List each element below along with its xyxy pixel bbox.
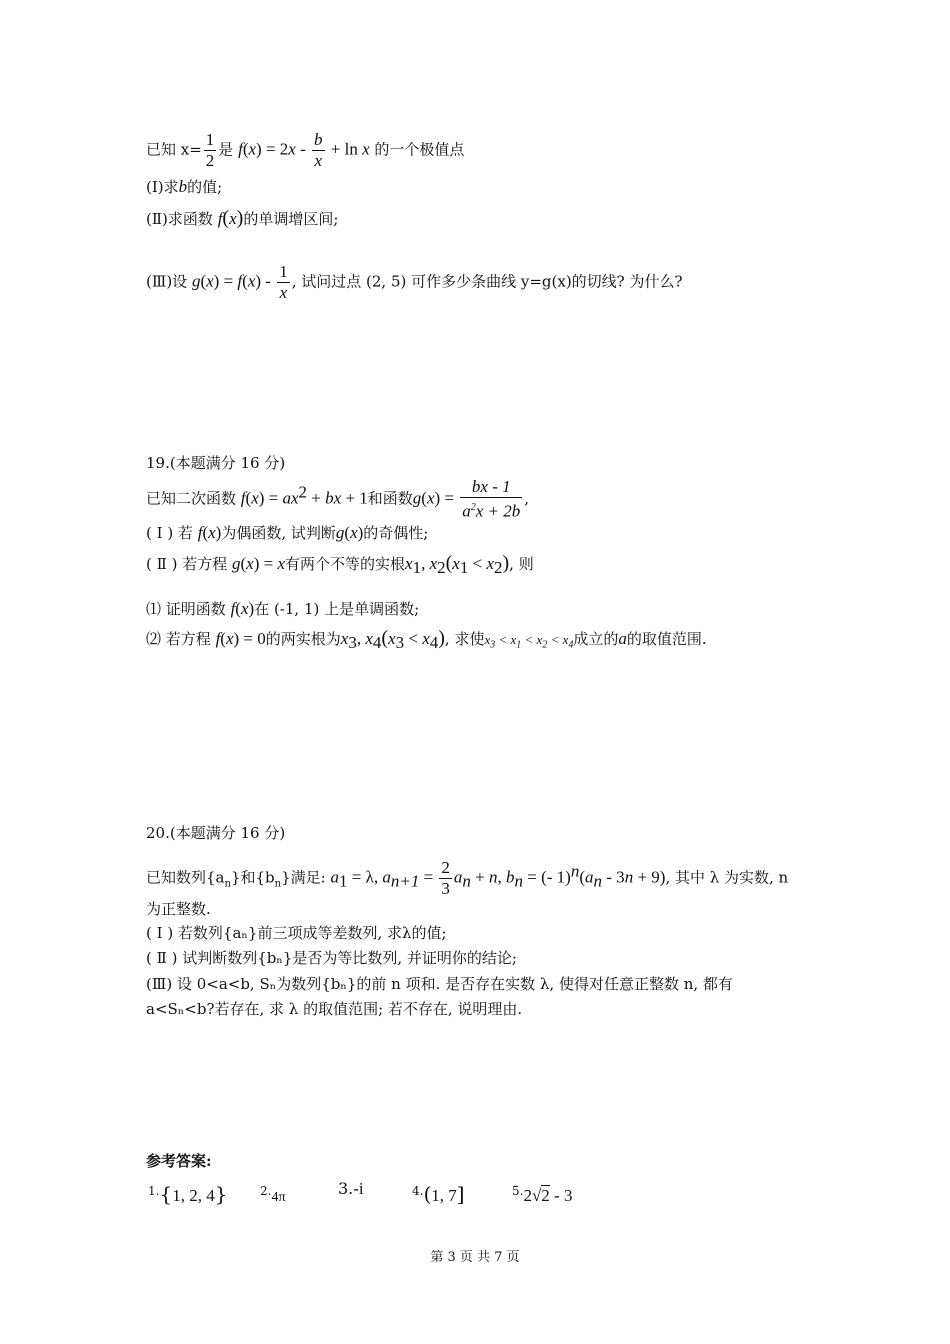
answer-4: $^{4.}$(1, 7]	[412, 1182, 465, 1206]
q20-intro: 已知数列$\{a_n\}$和$\{b_n\}$满足: $a_1 = \lambda$, $a_{n+1}$ = $\frac{2}{3}$ $a_n + n$, $b_n$ = (- $1)^n(a_n - 3n + 9)$, 其中 λ 为实数, n	[146, 858, 789, 898]
q20-part1: ( Ⅰ ) 若数列{aₙ}前三项成等差数列, 求λ的值;	[146, 924, 447, 942]
answer-5: $^{5.}$2√2 - 3	[512, 1184, 573, 1205]
answer-2: $^{2.}$4π	[260, 1184, 286, 1205]
fraction-one-half: $\frac{1}{2}$	[205, 130, 215, 170]
q18-part1: (Ⅰ)求b的值;	[146, 177, 223, 196]
q20-part3: (Ⅲ) 设 0<a<b, Sₙ为数列{bₙ}的前 n 项和. 是否存在实数 λ, 使得对任意正整数 n, 都有	[146, 975, 733, 993]
formula-f: f	[238, 139, 243, 159]
page-footer: 第 3 页 共 7 页	[430, 1250, 520, 1265]
q19-part1: ( Ⅰ ) 若 f(x)为偶函数, 试判断g(x)的奇偶性;	[146, 523, 429, 542]
answer-3: 3.-i	[338, 1179, 364, 1198]
q20-header: 20.(本题满分 16 分)	[146, 824, 286, 842]
answer-1: $^{1.}${1, 2, 4}	[148, 1182, 228, 1206]
q18-part3: (Ⅲ)设 g(x) = f(x) - $\frac{1}{x}$ , 试问过点 (2, 5) 可作多少条曲线 y=g(x)的切线? 为什么?	[146, 262, 683, 302]
q20-part3-cont: a<Sₙ<b?若存在, 求 λ 的取值范围; 若不存在, 说明理由.	[146, 1000, 523, 1018]
q20-intro-cont: 为正整数.	[146, 900, 211, 918]
q19-intro: 已知二次函数 $f(x) = ax^2$ + bx + 1和函数g(x) = $\frac{bx - 1}{a^2x + 2b}$ ,	[146, 477, 530, 521]
q19-part2: ( Ⅱ ) 若方程 g(x) = x有两个不等的实根$x_1$, $x_2(x_1 < x_2)$, 则	[146, 552, 534, 577]
q18-intro: 已知 x= $\frac{1}{2}$ 是 f(x) = 2x - $\frac{b}{x}$ + ln x 的一个极值点	[146, 130, 465, 170]
answers-title: 参考答案:	[146, 1152, 212, 1170]
q19-sub2: ⑵ 若方程 f(x) = 0的两实根为$x_3$, $x_4(x_3 < x_4)$, 求使$x_3 < x_1 < x_2 < x_4$成立的a的取值范围.	[146, 627, 707, 652]
q19-sub1: ⑴ 证明函数 f(x)在 (-1, 1) 上是单调函数;	[146, 599, 420, 618]
q19-header: 19.(本题满分 16 分)	[146, 454, 286, 472]
q20-part2: ( Ⅱ ) 试判断数列{bₙ}是否为等比数列, 并证明你的结论;	[146, 949, 517, 967]
q18-part2: (Ⅱ)求函数 f(x)的单调增区间;	[146, 207, 339, 229]
